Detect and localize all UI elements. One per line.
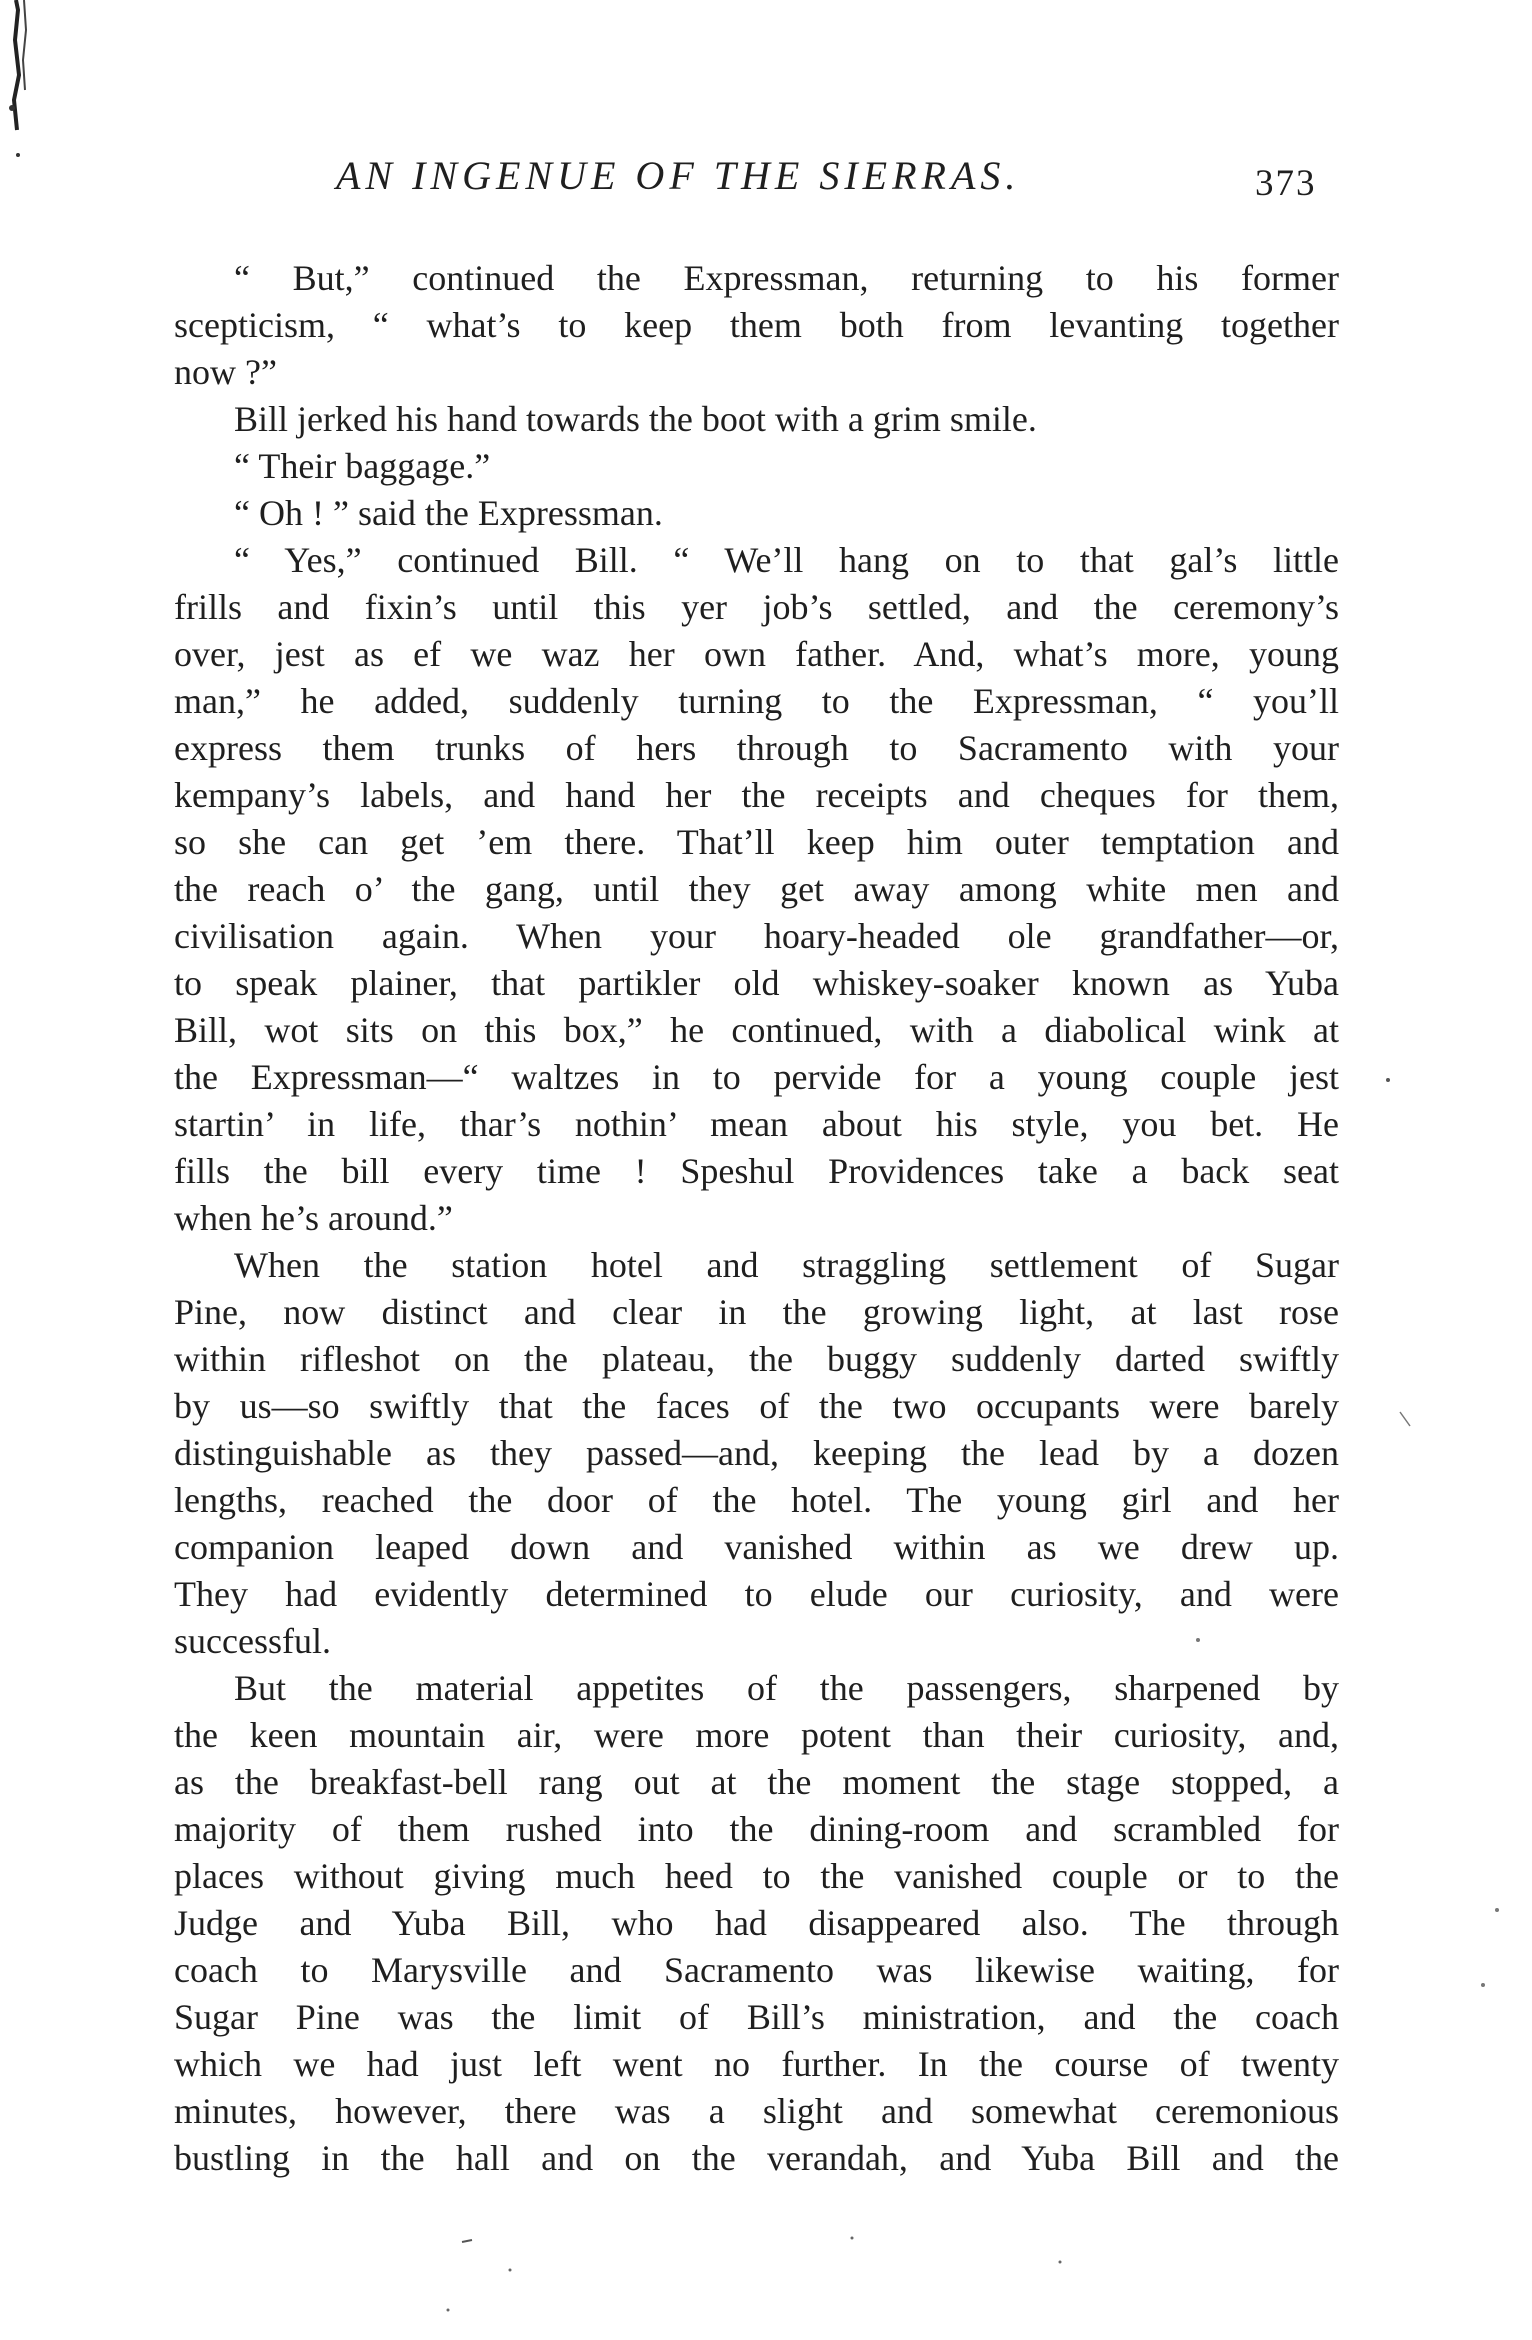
text-line: “ Yes,” continued Bill. “ We’ll hang on to that gal’s little: [234, 540, 1339, 580]
binding-edge-mark: [14, 0, 19, 130]
text-line: companion leaped down and vanished within as we drew up.: [174, 1527, 1339, 1567]
text-line: now ?”: [174, 352, 277, 392]
text-line: places without giving much heed to the vanished couple or to the: [174, 1856, 1339, 1896]
binding-edge-mark-2: [23, 0, 26, 90]
text-line: startin’ in life, thar’s nothin’ mean about his style, you bet. He: [174, 1104, 1339, 1144]
text-line: so she can get ’em there. That’ll keep him outer temptation and: [174, 822, 1339, 862]
text-line: kempany’s labels, and hand her the receipts and cheques for them,: [174, 775, 1339, 815]
text-line: “ But,” continued the Expressman, returning to his former: [234, 258, 1339, 298]
text-line: Sugar Pine was the limit of Bill’s ministration, and the coach: [174, 1997, 1339, 2037]
speck: [1495, 1908, 1499, 1912]
text-line: majority of them rushed into the dining-room and scrambled for: [174, 1809, 1339, 1849]
text-line: Bill, wot sits on this box,” he continued, with a diabolical wink at: [174, 1010, 1339, 1050]
text-line: man,” he added, suddenly turning to the Expressman, “ you’ll: [174, 681, 1339, 721]
text-line: express them trunks of hers through to Sacramento with your: [174, 728, 1339, 768]
text-line: “ Their baggage.”: [234, 446, 491, 486]
page-number: 373: [1255, 163, 1317, 204]
text-line: as the breakfast-bell rang out at the moment the stage stopped, a: [174, 1762, 1339, 1802]
text-line: Judge and Yuba Bill, who had disappeared also. The through: [174, 1903, 1339, 1943]
speck: [1386, 1078, 1390, 1082]
speck: [1481, 1983, 1485, 1987]
text-line: “ Oh ! ” said the Expressman.: [234, 493, 663, 533]
text-line: over, jest as ef we waz her own father. And, what’s more, young: [174, 634, 1339, 674]
text-line: But the material appetites of the passengers, sharpened by: [234, 1668, 1339, 1708]
running-head: [0, 150, 1532, 220]
text-line: within rifleshot on the plateau, the buggy suddenly darted swiftly: [174, 1339, 1339, 1379]
text-line: distinguishable as they passed—and, keeping the lead by a dozen: [174, 1433, 1339, 1473]
text-line: fills the bill every time ! Speshul Providences take a back seat: [174, 1151, 1339, 1191]
text-line: They had evidently determined to elude our curiosity, and were: [174, 1574, 1339, 1614]
speck: [851, 2237, 854, 2240]
speck: [462, 2240, 472, 2242]
text-line: When the station hotel and straggling settlement of Sugar: [234, 1245, 1339, 1285]
text-line: successful.: [174, 1621, 331, 1661]
speck: [9, 105, 15, 111]
speck: [447, 2309, 450, 2312]
text-line: Pine, now distinct and clear in the growing light, at last rose: [174, 1292, 1339, 1332]
text-line: by us—so swiftly that the faces of the two occupants were barely: [174, 1386, 1339, 1426]
text-line: the reach o’ the gang, until they get away among white men and: [174, 869, 1339, 909]
body-text: [174, 255, 1339, 2182]
text-line: coach to Marysville and Sacramento was likewise waiting, for: [174, 1950, 1339, 1990]
text-line: the Expressman—“ waltzes in to pervide for a young couple jest: [174, 1057, 1339, 1097]
text-line: lengths, reached the door of the hotel. The young girl and her: [174, 1480, 1339, 1520]
text-line: the keen mountain air, were more potent than their curiosity, and,: [174, 1715, 1339, 1755]
text-line: which we had just left went no further. In the course of twenty: [174, 2044, 1339, 2084]
text-line: civilisation again. When your hoary-headed ole grandfather—or,: [174, 916, 1339, 956]
speck: [509, 2269, 512, 2272]
text-line: when he’s around.”: [174, 1198, 453, 1238]
text-line: to speak plainer, that partikler old whiskey-soaker known as Yuba: [174, 963, 1339, 1003]
speck: [1400, 1412, 1410, 1426]
text-line: scepticism, “ what’s to keep them both from levanting together: [174, 305, 1339, 345]
speck: [1059, 2261, 1062, 2264]
running-title: AN INGENUE OF THE SIERRAS.: [336, 153, 1021, 198]
text-line: frills and fixin’s until this yer job’s settled, and the ceremony’s: [174, 587, 1339, 627]
text-line: minutes, however, there was a slight and somewhat ceremonious: [174, 2091, 1339, 2131]
text-line: bustling in the hall and on the verandah, and Yuba Bill and the: [174, 2138, 1339, 2178]
text-line: Bill jerked his hand towards the boot with a grim smile.: [234, 399, 1037, 439]
